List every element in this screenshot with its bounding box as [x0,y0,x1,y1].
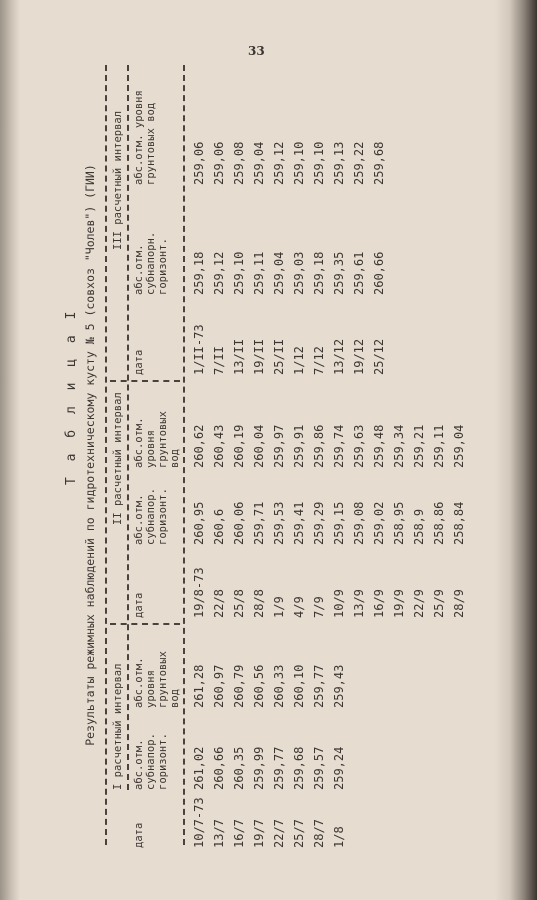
table-cell: 259,12 [272,141,286,185]
table-cell: 259,34 [392,424,406,468]
table-cell: 4/9 [292,596,306,618]
table-cell: 16/7 [232,819,246,848]
table-cell: 260,79 [232,664,246,708]
table-cell: 260,33 [272,664,286,708]
table-cell: 259,24 [332,746,346,790]
column-header-line: горизонт. [157,488,169,545]
table-cell: 260,66 [212,746,226,790]
table-cell: 25/7 [292,819,306,848]
table-cell: 259,06 [192,141,206,185]
table-cell: 258,86 [432,501,446,545]
table-cell: 259,43 [332,664,346,708]
table-cell: 259,18 [192,251,206,295]
group-header-3: III расчетный интервал [112,110,124,250]
table-cell: 258,9 [412,508,426,545]
table-cell: 22/8 [212,589,226,618]
table-cell: 259,04 [252,141,266,185]
column-header-line: субнапор. [145,488,157,545]
table-cell: 19/8-73 [192,567,206,618]
table-cell: 22/9 [412,589,426,618]
table-cell: 259,22 [352,141,366,185]
table-top-rule [105,65,107,845]
table-cell: 1/9 [272,596,286,618]
table-cell: 260,62 [192,424,206,468]
table-cell: 10/9 [332,589,346,618]
table-cell: 259,48 [372,424,386,468]
table-cell: 1/12 [292,346,306,375]
table-cell: 260,95 [192,501,206,545]
column-header-line: абс.отм. [133,494,145,545]
column-header-line: уровня [145,430,157,468]
table-cell: 259,29 [312,501,326,545]
page-edge-shadow [495,0,537,900]
table-cell: 25/9 [432,589,446,618]
table-cell: 259,04 [272,251,286,295]
table-cell: 259,71 [252,501,266,545]
table-cell: 19/7 [252,819,266,848]
rotated-table-block [55,60,485,850]
table-cell: 19/II [252,338,266,375]
table-cell: 10/7-73 [192,797,206,848]
table-cell: 259,08 [232,141,246,185]
table-cell: 259,74 [332,424,346,468]
table-cell: 259,10 [232,251,246,295]
table-cell: 259,10 [312,141,326,185]
table-cell: 261,28 [192,664,206,708]
group-separator [110,623,180,625]
table-cell: 259,21 [412,424,426,468]
table-cell: 259,11 [252,251,266,295]
column-header-line: вод [169,689,181,708]
table-cell: 7/II [212,346,226,375]
table-cell: 259,68 [372,141,386,185]
group-header-2: II расчетный интервал [112,392,124,525]
table-cell: 259,99 [252,746,266,790]
table-cell: 260,97 [212,664,226,708]
table-cell: 260,10 [292,664,306,708]
table-cell: 25/12 [372,338,386,375]
group-header-1: I расчетный интервал [112,663,124,790]
page-number: 33 [248,44,265,58]
table-cell: 1/8 [332,826,346,848]
table-cell: 259,63 [352,424,366,468]
table-cell: 259,86 [312,424,326,468]
column-header-line: абс.отм. [133,417,145,468]
table-cell: 259,10 [292,141,306,185]
table-cell: 259,91 [292,424,306,468]
table-cell: 259,68 [292,746,306,790]
table-cell: 259,77 [312,664,326,708]
column-header-line: субнапорн. [145,231,157,295]
table-cell: 25/II [272,338,286,375]
table-cell: 259,61 [352,251,366,295]
table-cell: 13/9 [352,589,366,618]
table-cell: 259,12 [212,251,226,295]
table-cell: 260,19 [232,424,246,468]
table-cell: 260,35 [232,746,246,790]
table-cell: 259,77 [272,746,286,790]
table-cell: 259,97 [272,424,286,468]
table-cell: 25/8 [232,589,246,618]
table-cell: 260,06 [232,501,246,545]
table-cell: 19/12 [352,338,366,375]
column-header-line: абс.отм. [133,657,145,708]
table-cell: 260,04 [252,424,266,468]
table-cell: 259,04 [452,424,466,468]
table-cell: 259,18 [312,251,326,295]
column-header-line: вод [169,449,181,468]
table-caption: Результаты режимных наблюдений по гидротехническому кусту № 5 (совхоз "Чолев") (ГИИ) [83,164,97,746]
header-bottom-rule [183,65,185,845]
table-cell: 260,6 [212,508,226,545]
table-cell: 259,11 [432,424,446,468]
column-header-line: субнапор. [145,733,157,790]
table-cell: 7/12 [312,346,326,375]
table-cell: 28/9 [452,589,466,618]
table-cell: 259,13 [332,141,346,185]
table-cell: 261,02 [192,746,206,790]
column-header-line: уровня [145,670,157,708]
table-cell: 28/8 [252,589,266,618]
table-cell: 13/12 [332,338,346,375]
table-cell: 259,53 [272,501,286,545]
table-cell: 259,15 [332,501,346,545]
table-cell: 19/9 [392,589,406,618]
table-cell: 22/7 [272,819,286,848]
table-cell: 13/II [232,338,246,375]
column-header-line: грунтовых вод [145,102,157,185]
table-cell: 259,57 [312,746,326,790]
table-title: Т а б л и ц а I [64,307,79,485]
table-cell: 258,95 [392,501,406,545]
table-cell: 260,66 [372,251,386,295]
column-header-line: горизонт. [157,733,169,790]
table-cell: 259,03 [292,251,306,295]
table-cell: 260,43 [212,424,226,468]
table-cell: 259,02 [372,501,386,545]
column-header-line: абс.отм. уровня [133,90,145,185]
table-cell: 259,06 [212,141,226,185]
table-cell: 259,35 [332,251,346,295]
table-cell: 7/9 [312,596,326,618]
column-header-line: дата [133,592,145,618]
column-header-line: дата [133,349,145,375]
column-header-line: грунтовых [157,651,169,708]
table-cell: 259,08 [352,501,366,545]
table-cell: 260,56 [252,664,266,708]
table-cell: 259,41 [292,501,306,545]
table-cell: 28/7 [312,819,326,848]
column-header-line: дата [133,822,145,848]
column-header-line: абс.отм. [133,244,145,295]
column-header-line: абс.отм. [133,739,145,790]
book-spine-shadow [0,0,20,900]
column-header-line: горизонт. [157,238,169,295]
group-rule [127,65,129,790]
table-cell: 16/9 [372,589,386,618]
table-cell: 258,84 [452,501,466,545]
table-cell: 13/7 [212,819,226,848]
column-header-line: грунтовых [157,411,169,468]
group-separator [110,380,180,382]
table-cell: 1/II-73 [192,324,206,375]
